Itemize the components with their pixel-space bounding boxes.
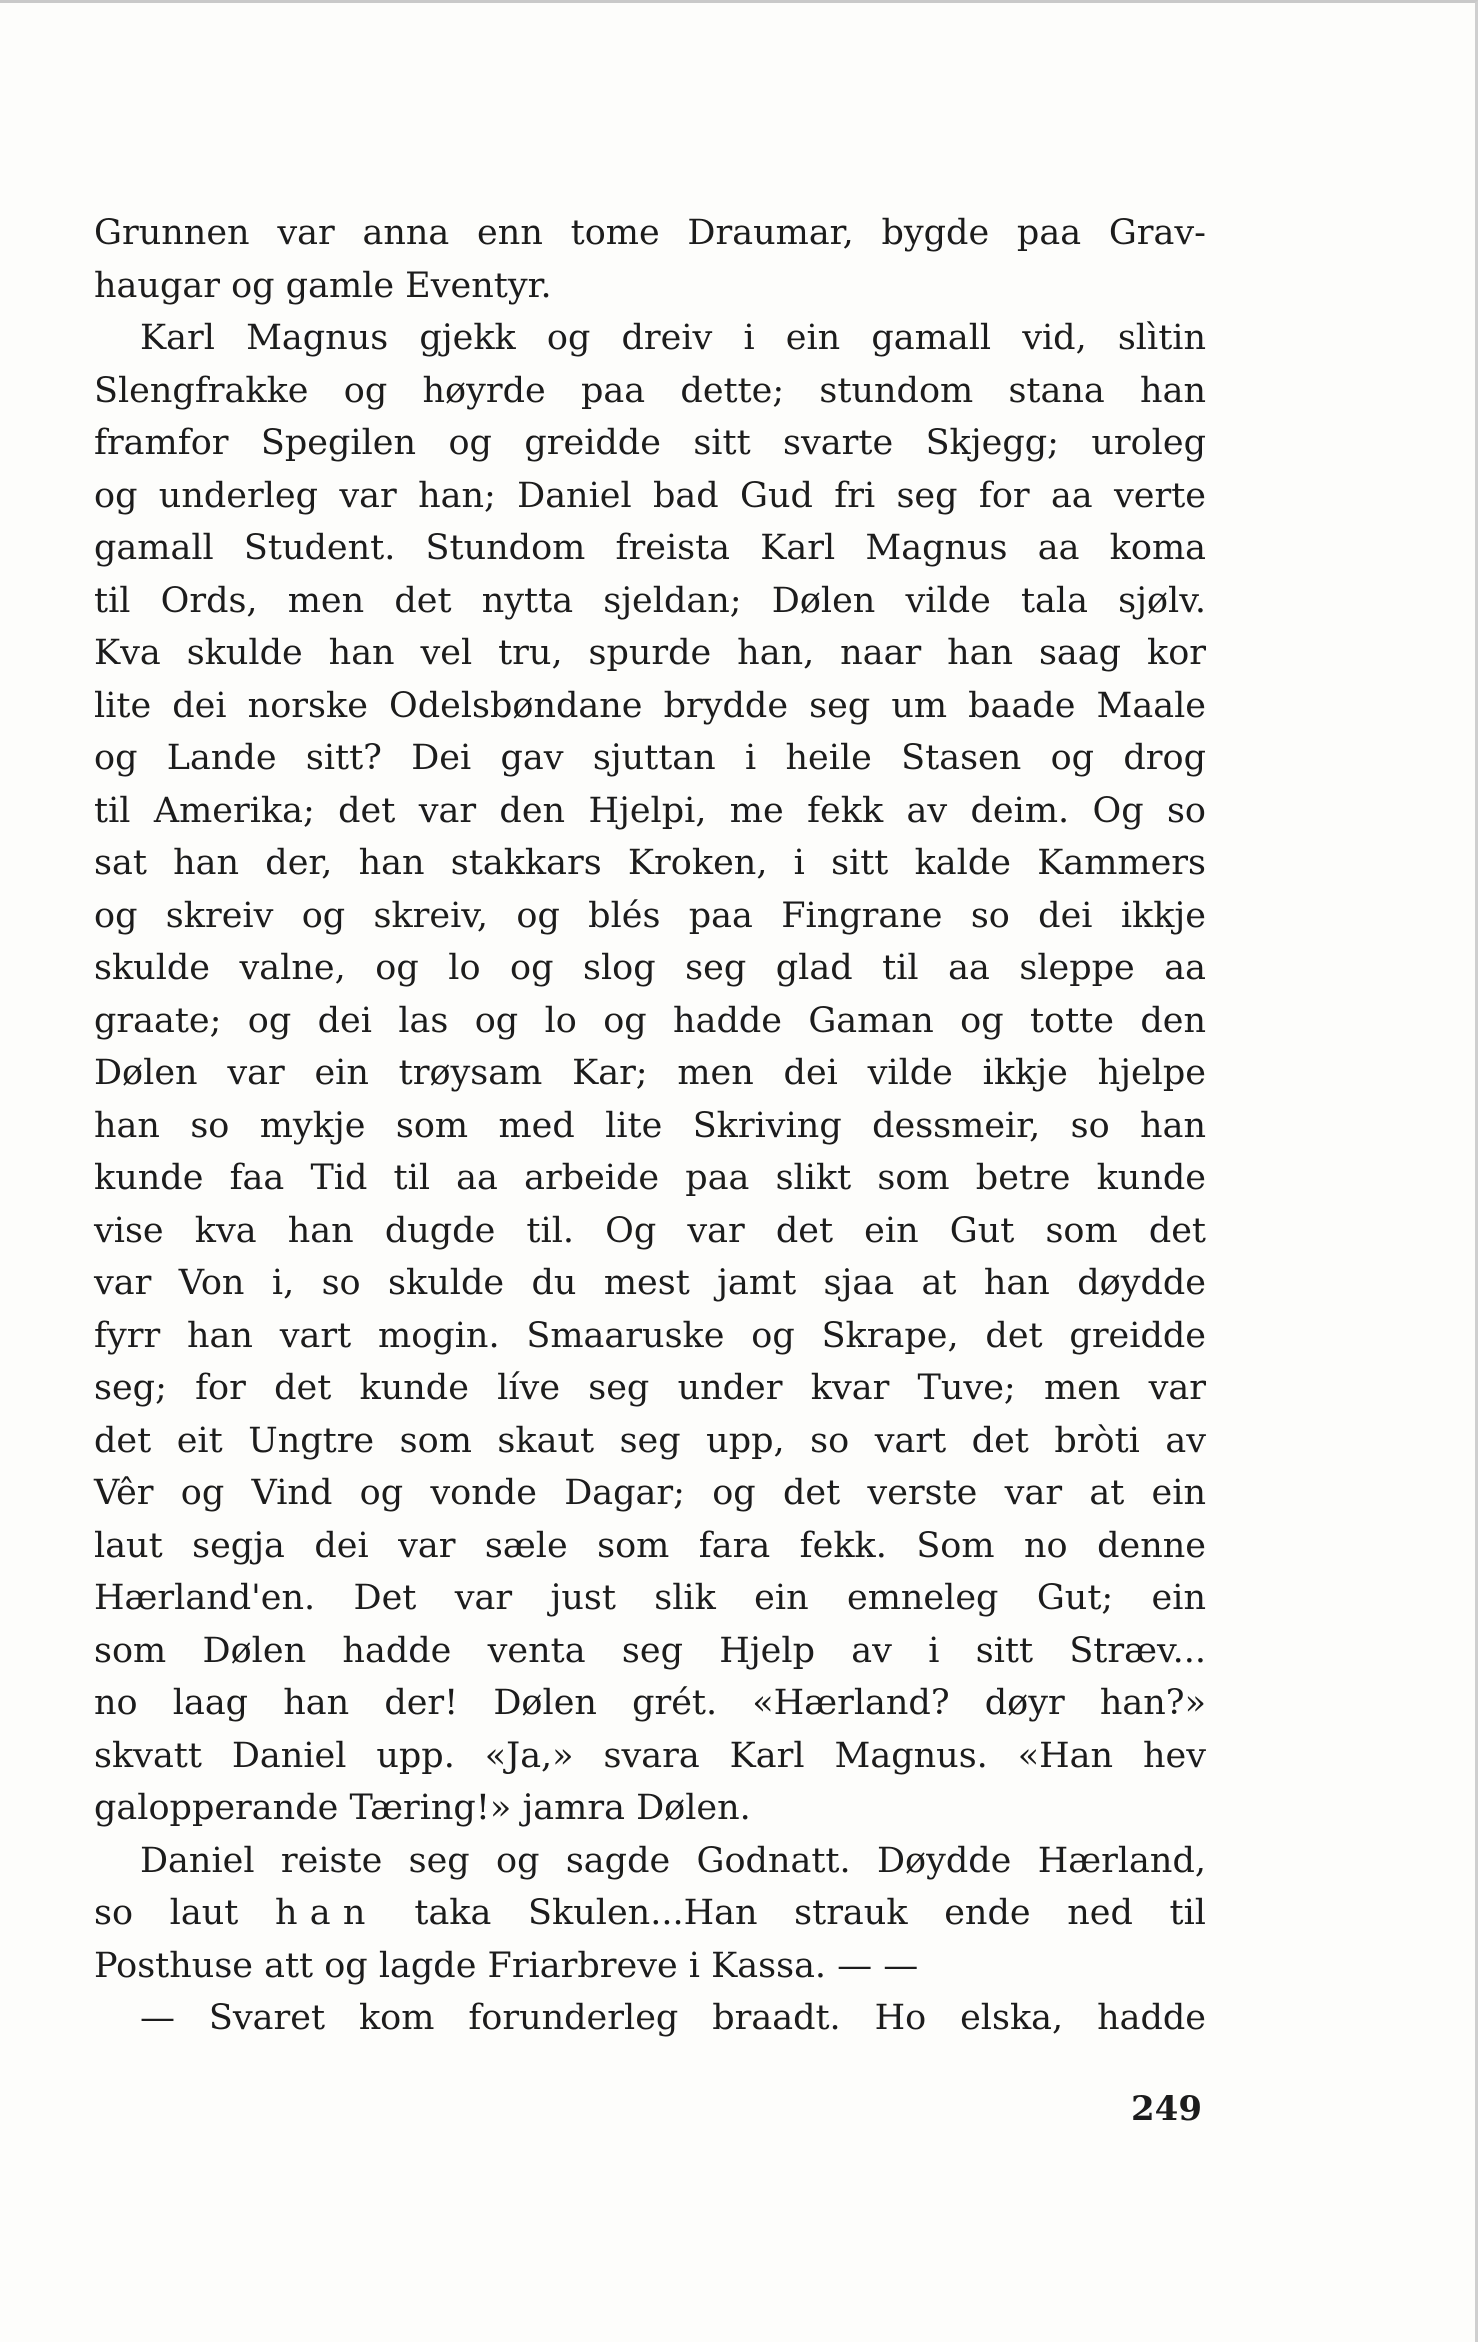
text-line: Dølen var ein trøysam Kar; men dei vilde ikkje hjelpe xyxy=(94,1053,1206,1093)
text-line: som Dølen hadde venta seg Hjelp av i sitt Stræv... xyxy=(94,1630,1206,1671)
text-line: lite dei norske Odelsbøndane brydde seg um baade Maale xyxy=(94,685,1206,726)
text-line: Vêr og Vind og vonde Dagar; og det verste var at ein xyxy=(94,1473,1206,1513)
text-line: — Svaret kom forunderleg braadt. Ho elska, hadde xyxy=(140,1998,1206,2038)
text-line: til Ords, men det nytta sjeldan; Dølen vilde tala sjølv. xyxy=(94,580,1206,621)
text-line: og Lande sitt? Dei gav sjuttan i heile Stasen og drog xyxy=(94,738,1206,778)
text-line xyxy=(94,1887,1206,1940)
text-line: seg; for det kunde líve seg under kvar Tuve; men var xyxy=(94,1368,1206,1408)
text-line: Hærland'en. Det var just slik ein emneleg Gut; ein xyxy=(94,1578,1206,1618)
text-line: og skreiv og skreiv, og blés paa Fingrane so dei ikkje xyxy=(94,895,1206,936)
text-line: haugar og gamle Eventyr. xyxy=(94,265,552,306)
text-line: Daniel reiste seg og sagde Godnatt. Døydde Hærland, xyxy=(140,1840,1206,1881)
text-line: framfor Spegilen og greidde sitt svarte Skjegg; uroleg xyxy=(94,423,1206,463)
text-line: og underleg var han; Daniel bad Gud fri seg for aa verte xyxy=(94,475,1206,516)
text-line: laut segja dei var sæle som fara fekk. Som no denne xyxy=(94,1525,1206,1566)
text-line: Posthuse att og lagde Friarbreve i Kassa. — — xyxy=(94,1945,919,1986)
text-line: skvatt Daniel upp. «Ja,» svara Karl Magnus. «Han hev xyxy=(94,1735,1206,1776)
page-number: 249 xyxy=(1131,2089,1202,2129)
text-line: Kva skulde han vel tru, spurde han, naar han saag kor xyxy=(94,633,1206,673)
text-line: Grunnen var anna enn tome Draumar, bygde paa Grav- xyxy=(94,213,1206,253)
text-line: var Von i, so skulde du mest jamt sjaa at han døydde xyxy=(94,1263,1206,1303)
text-fragment: so laut xyxy=(94,1893,239,1933)
body-text xyxy=(94,207,1206,2045)
text-line: vise kva han dugde til. Og var det ein Gut som det xyxy=(94,1210,1206,1251)
text-line: kunde faa Tid til aa arbeide paa slikt som betre kunde xyxy=(94,1158,1206,1198)
text-line: Karl Magnus gjekk og dreiv i ein gamall vid, slìtin xyxy=(140,318,1206,358)
text-line: graate; og dei las og lo og hadde Gaman og totte den xyxy=(94,1000,1206,1041)
text-line: sat han der, han stakkars Kroken, i sitt kalde Kammers xyxy=(94,843,1206,883)
text-line: Slengfrakke og høyrde paa dette; stundom stana han xyxy=(94,370,1206,411)
text-line: galopperande Tæring!» jamra Dølen. xyxy=(94,1788,751,1828)
text-line: gamall Student. Stundom freista Karl Magnus aa koma xyxy=(94,528,1206,568)
text-line: det eit Ungtre som skaut seg upp, so vart det bròti av xyxy=(94,1420,1206,1461)
text-line: fyrr han vart mogin. Smaaruske og Skrape, det greidde xyxy=(94,1315,1206,1356)
emphasized-word: han xyxy=(275,1893,378,1933)
text-fragment: taka Skulen...Han strauk ende ned til xyxy=(414,1893,1206,1933)
text-line: han so mykje som med lite Skriving dessmeir, so han xyxy=(94,1105,1206,1146)
text-line: skulde valne, og lo og slog seg glad til aa sleppe aa xyxy=(94,948,1206,988)
text-line: til Amerika; det var den Hjelpi, me fekk av deim. Og so xyxy=(94,790,1206,831)
text-line: no laag han der! Dølen grét. «Hærland? døyr han?» xyxy=(94,1683,1206,1723)
